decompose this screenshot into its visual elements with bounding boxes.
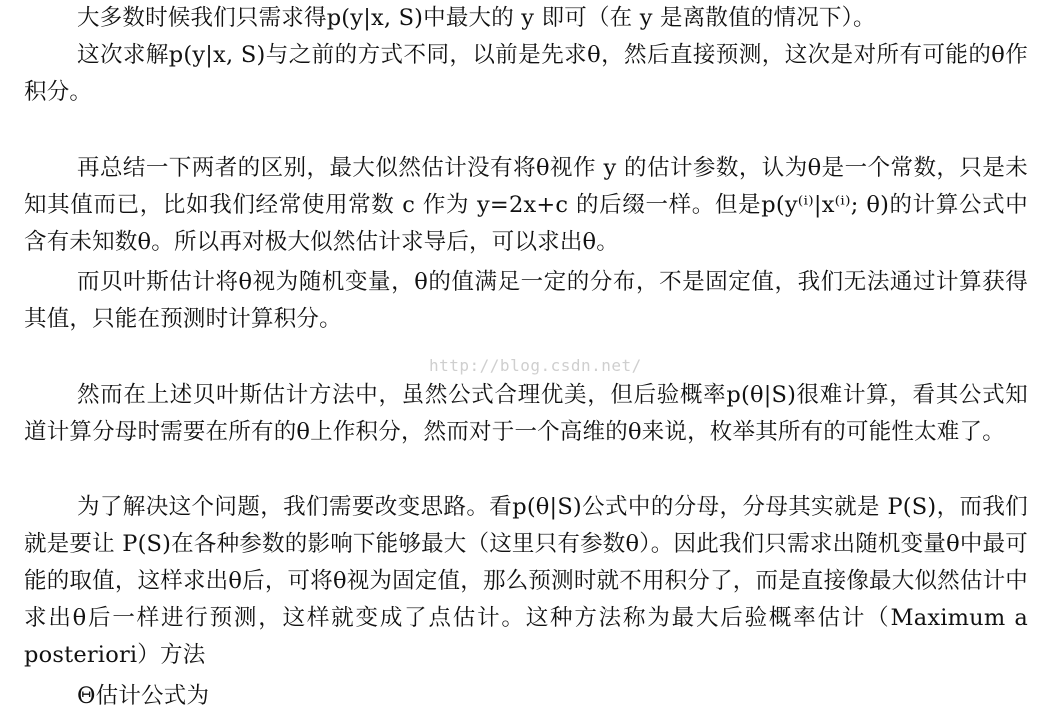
paragraph-1: 大多数时候我们只需求得p(y|x, S)中最大的 y 即可（在 y 是离散值的情况下）。 bbox=[77, 5, 876, 31]
paragraph-3: 再总结一下两者的区别，最大似然估计没有将θ视作 y 的估计参数，认为θ是一个常数，只是未知其值而已，比如我们经常使用常数 c 作为 y=2x+c 的后缀一样。但是p(y⁽ⁱ⁾|x⁽ⁱ⁾; θ)的计算公式中含有未知数θ。所以再对极大似然估计求导后，可以求出θ。 bbox=[24, 155, 1028, 255]
watermark: http://blog.csdn.net/ bbox=[429, 356, 642, 375]
paragraph-6: 为了解决这个问题，我们需要改变思路。看p(θ|S)公式中的分母，分母其实就是 P(S)，而我们就是要让 P(S)在各种参数的影响下能够最大（这里只有参数θ）。因此我们只需求出随机变量θ中最可能的取值，这样求出θ后，可将θ视为固定值，那么预测时就不用积分了，而是直接像最大似然估计中求出θ后一样进行预测，这样就变成了点估计。这种方法称为最大后验概率估计（Maximum a posteriori）方法 bbox=[24, 494, 1028, 668]
paragraph-7: Θ估计公式为 bbox=[77, 683, 210, 709]
paragraph-4: 而贝叶斯估计将θ视为随机变量，θ的值满足一定的分布，不是固定值，我们无法通过计算获得其值，只能在预测时计算积分。 bbox=[24, 269, 1028, 332]
paragraph-2: 这次求解p(y|x, S)与之前的方式不同，以前是先求θ，然后直接预测，这次是对所有可能的θ作积分。 bbox=[24, 42, 1028, 105]
paragraph-5: 然而在上述贝叶斯估计方法中，虽然公式合理优美，但后验概率p(θ|S)很难计算，看其公式知道计算分母时需要在所有的θ上作积分，然而对于一个高维的θ来说，枚举其所有的可能性太难了。 bbox=[24, 382, 1028, 445]
